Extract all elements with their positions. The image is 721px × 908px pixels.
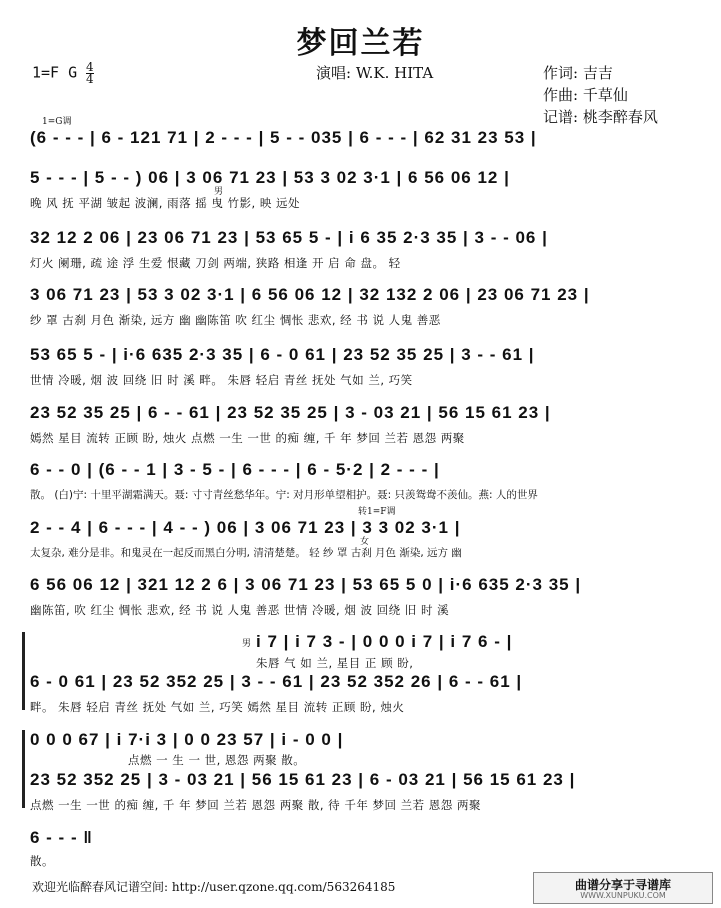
lyrics-line-2: 晚 风 抚 平湖 皱起 波澜, 雨落 摇 曳 竹影, 映 远处: [30, 196, 301, 210]
key-text: 1=F G: [32, 63, 78, 82]
notation-line-3: 32 12 2 06 | 23 06 71 23 | 53 65 5 - | i 6 35 2·3 35 | 3 - - 06 |: [30, 228, 548, 247]
notation-line-9: 6 56 06 12 | 321 12 2 6 | 3 06 71 23 | 53 65 5 0 | i·6 635 2·3 35 |: [30, 575, 582, 594]
key-change-note-1: 1=G调: [42, 117, 72, 127]
page-title: 梦回兰若: [296, 26, 425, 61]
notation-line-7: 6 - - 0 | (6 - - 1 | 3 - 5 - | 6 - - - | 6 - 5·2 | 2 - - - |: [30, 460, 440, 479]
key-change-note-2: 转1=F调: [358, 507, 396, 517]
notation-line-12: 0 0 0 67 | i 7·i 3 | 0 0 23 57 | i - 0 0 |: [30, 730, 344, 749]
notation-line-14: 6 - - - ‖: [30, 828, 93, 847]
footer-link[interactable]: 欢迎光临醉春风记谱空间: http://user.qzone.qq.com/563264185: [32, 880, 396, 894]
lyrics-line-7: 散。 (白)宁: 十里平湖霜满天。聂: 寸寸青丝愁华年。宁: 对月形单望相护。聂: 只羡鸳鸯不羡仙。燕: 人的世界: [30, 489, 538, 501]
system-bracket-2: [22, 730, 25, 808]
lyrics-line-13: 点燃 一生 一世 的痴 缠, 千 年 梦回 兰若 恩怨 两聚 散, 待 千年 梦回 兰若 恩怨 两聚: [30, 798, 481, 812]
key-signature: [32, 62, 94, 85]
watermark-url: WWW.XUNPUKU.COM: [580, 891, 666, 900]
lyrics-line-10: 朱唇 气 如 兰, 星目 正 顾 盼,: [256, 656, 414, 670]
lyrics-line-8: 太复杂, 难分是非。和鬼灵在一起反而黑白分明, 清清楚楚。 轻 纱 罩 古刹 月色 渐染, 远方 幽: [30, 547, 462, 559]
male-part-marker-2: 男: [242, 639, 252, 649]
lyrics-line-11: 畔。 朱唇 轻启 青丝 抚处 气如 兰, 巧笑 嫣然 星目 流转 正顾 盼, 烛火: [30, 700, 405, 714]
lyrics-line-3: 灯火 阑珊, 疏 途 浮 生爱 恨藏 刀剑 两端, 狭路 相逢 开 启 命 盘。 轻: [30, 256, 401, 270]
watermark-box: [533, 872, 713, 904]
notation-line-5: 53 65 5 - | i·6 635 2·3 35 | 6 - 0 61 | 23 52 35 25 | 3 - - 61 |: [30, 345, 535, 364]
time-bottom: 4: [85, 72, 94, 86]
female-part-marker: 女: [360, 537, 370, 547]
notation-line-2: 5 - - - | 5 - - ) 06 | 3 06 71 23 | 53 3 02 3·1 | 6 56 06 12 |: [30, 168, 510, 187]
watermark-title: 曲谱分享于寻谱库: [574, 878, 671, 892]
singer-credit: 演唱: W.K. HITA: [316, 64, 434, 82]
lyrics-line-9: 幽陈笛, 吹 红尘 惆怅 悲欢, 经 书 说 人鬼 善恶 世情 冷暖, 烟 波 回绕 旧 时 溪: [30, 603, 450, 617]
lyricist-credit: 作词: 吉吉: [543, 64, 613, 82]
transcriber-credit: 记谱: 桃李醉春风: [543, 108, 658, 126]
time-top: 4: [85, 60, 94, 74]
notation-line-10: i 7 | i 7 3 - | 0 0 0 i 7 | i 7 6 - |: [256, 632, 513, 651]
composer-credit: 作曲: 千草仙: [543, 86, 628, 104]
male-part-marker: 男: [214, 187, 224, 197]
system-bracket-1: [22, 632, 25, 710]
lyrics-line-4: 纱 罩 古刹 月色 渐染, 远方 幽 幽陈笛 吹 红尘 惆怅 悲欢, 经 书 说 人鬼 善恶: [30, 313, 441, 327]
notation-line-6: 23 52 35 25 | 6 - - 61 | 23 52 35 25 | 3 - 03 21 | 56 15 61 23 |: [30, 403, 551, 422]
lyrics-line-5: 世情 冷暖, 烟 波 回绕 旧 时 溪 畔。 朱唇 轻启 青丝 抚处 气如 兰, 巧笑: [30, 373, 413, 387]
notation-line-8: 2 - - 4 | 6 - - - | 4 - - ) 06 | 3 06 71 23 | 3 3 02 3·1 |: [30, 518, 461, 537]
notation-line-11: 6 - 0 61 | 23 52 352 25 | 3 - - 61 | 23 52 352 26 | 6 - - 61 |: [30, 672, 523, 691]
lyrics-line-14: 散。: [30, 854, 54, 868]
notation-line-13: 23 52 352 25 | 3 - 03 21 | 56 15 61 23 | 6 - 03 21 | 56 15 61 23 |: [30, 770, 576, 789]
lyrics-line-6: 嫣然 星目 流转 正顾 盼, 烛火 点燃 一生 一世 的痴 缠, 千 年 梦回 兰若 恩怨 两聚: [30, 431, 465, 445]
notation-line-4: 3 06 71 23 | 53 3 02 3·1 | 6 56 06 12 | 32 132 2 06 | 23 06 71 23 |: [30, 285, 590, 304]
time-signature: [86, 62, 94, 85]
lyrics-line-12: 点燃 一 生 一 世, 恩怨 两聚 散。: [128, 753, 306, 767]
notation-line-1: (6 - - - | 6 - 121 71 | 2 - - - | 5 - - 035 | 6 - - - | 62 31 23 53 |: [30, 128, 537, 147]
